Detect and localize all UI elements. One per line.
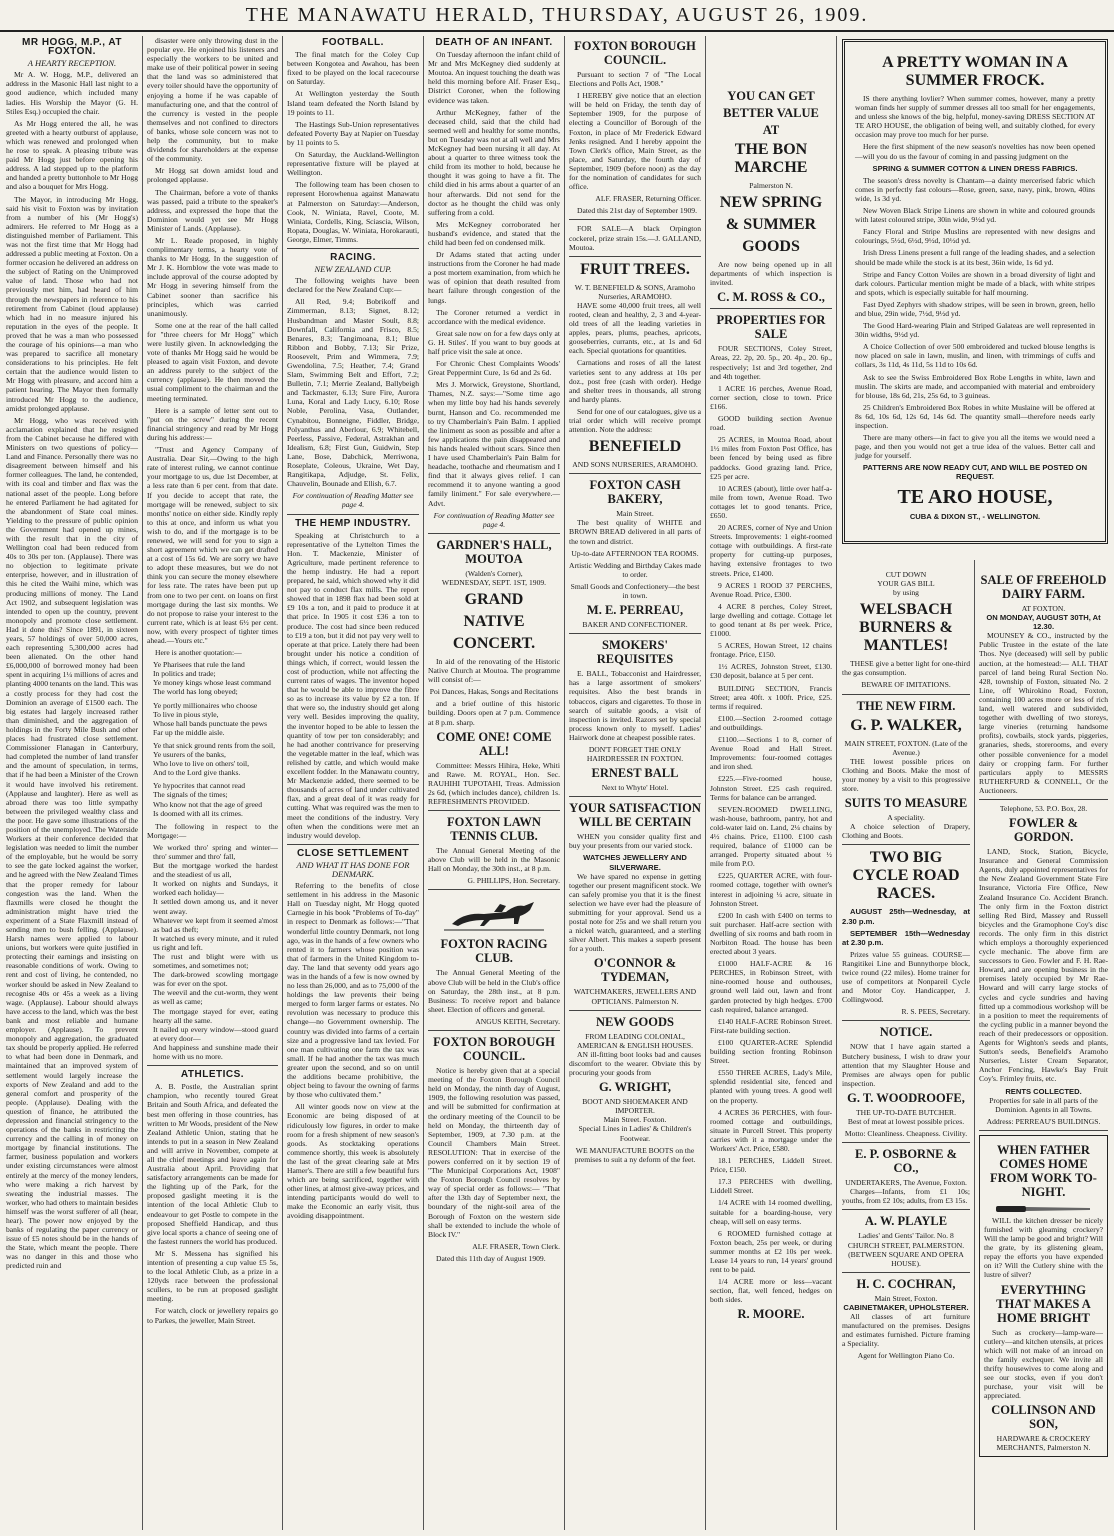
article-paragraph: Properties for sale in all parts of the Dominion. Agents in all Towns. <box>989 1095 1098 1114</box>
article-paragraph: On Saturday, the Auckland-Wellington representative fixture will be played at Wellington. <box>287 150 419 178</box>
column-1 <box>6 36 138 1530</box>
column-5 <box>569 36 701 1530</box>
article-paragraph: The Coroner returned a verdict in accordance with the medical evidence. <box>428 307 560 326</box>
properties-heading: PROPERTIES FOR SALE <box>716 313 826 342</box>
article-paragraph: Agent for Wellington Piano Co. <box>857 1351 955 1361</box>
column-7 <box>842 570 970 1530</box>
masthead: THE MANAWATU HERALD, THURSDAY, AUGUST 26, 1909. <box>0 0 1114 32</box>
racehorse-icon <box>444 894 544 934</box>
article-paragraph: All classes of art furniture manufactured on the premises. Designs and estimates furnished. Picture framing a Speciality. <box>842 1312 970 1349</box>
article-paragraph: MOUNSEY & CO., instructed by the Public Trustee in the estate of the late Thos. Nye (deceased) will sell by public auction, at the homestead:— ALL THAT parcel of land being Rural Section No. 428, township of Foxton, situated No. 2 Line, off Whirokino Road, Foxton, containing 100 acres more or less of rich land, well watered and subdivided, together with dwelling of two storeys, large vineries (returning handsome profits), cowbails, stock yards, piggeries, granaries, sheds, storerooms, and every other possible convenience for a model dairy or cropping farm. For further particulars apply to MESSRS RUTHERFURD & CONNELL, Or the Auctioneers. <box>979 631 1108 795</box>
property-item: FOUR SECTIONS, Coley Street, Areas, 22. 2p, 20. 5p., 20. 4p., 20. 6p., respectively; 1st and 3rd together, 2nd and 4th together. <box>710 344 832 381</box>
property-item: 20 ACRES, corner of Nye and Union Streets. Improvements: 1 eight-roomed cottage with outbuildings. A first-rate property for cutting-up purposes, having extensive frontages to two streets. Price, £1400. <box>710 523 832 578</box>
poem-line: It settled down among us, and it never went away. <box>153 897 278 916</box>
column-rule <box>974 560 975 1530</box>
poem-line: Ye hypocrites that cannot read <box>153 781 246 791</box>
article-paragraph: Here the first shipment of the new season's novelties has now been opened—will you do us the favour of coming in and passing judgment on the <box>855 142 1095 161</box>
poem-line: Ye usurers of the banks, <box>153 750 226 760</box>
poem-line: Is doomed with all its crimes. <box>153 808 243 818</box>
smokers-heading: SMOKERS' REQUISITES <box>596 638 674 667</box>
column-rule <box>423 36 424 1530</box>
article-paragraph: Such as crockery—lamp-ware—cutlery—and kitchen utensils, at prices which will not make of an inroad on the family exchequer. We invite all thrifty housewives to come along and see our stocks, even if you don't purchase, your visit will be appreciated. <box>984 1327 1103 1401</box>
poem-line: Whose hall bands punctuate the pews <box>153 718 268 728</box>
poem-line: The mortgage stayed for ever, eating hearty all the same. <box>153 1006 278 1025</box>
te-aro-frame <box>842 39 1108 544</box>
date-line: Dated this 21st day of September 1909. <box>577 206 698 216</box>
concert-word: CONCERT. <box>452 634 536 652</box>
article-paragraph: The Chairman, before a vote of thanks was passed, paid a tribute to the speaker's address, and expressed the hope that the Dominion would yet see Mr Hogg Minister of Lands. (Applause). <box>147 187 278 233</box>
ball-name: ERNEST BALL <box>591 766 679 781</box>
fabric-item: 25 Children's Embroidered Box Robes in white Muslaine will be offered at 8s 6d, 10s 6d, 12s 6d, 14s 6d. The quantity small—therefore needs early inspection. <box>855 402 1095 430</box>
property-item: 10 ACRES (about), little over half-a-mile from town, Avenue Road. Two cottages let to good tenants. Price, £650. <box>710 483 832 520</box>
osborne-name: E. P. OSBORNE & CO., <box>855 1147 957 1176</box>
motto: Motto: Cleanliness. Cheapness. Civility. <box>844 1129 968 1139</box>
classified-ad: FOR SALE—A black Orpington cockerel, prize strain 15s.—J. GALLAND, Moutoa. <box>569 224 701 252</box>
article-paragraph: I HEREBY give notice that an election will be held on Friday, the tenth day of September 1909, for the purpose of electing a Councillor of Borough of the Foxton, in place of Mr Frederick Edward Jenks resigned. And I hereby appoint the Town Clerk's office, Main Street, as the place, and Saturday, the fourth day of September, 1909 (before noon) as the day for the nomination of candidates for such office. <box>569 91 701 192</box>
fabric-item: Ask to see the Swiss Embroidered Box Robe Lengths in white, lawn and muslin. The skirts are made, and accompanied with material and embroidery for blouse, 18s 6d, 21s, 25s 6d, to 3 guineas. <box>855 372 1095 400</box>
watches-heading: WATCHES JEWELLERY AND SILVERWARE. <box>583 853 687 872</box>
father-heading: WHEN FATHER COMES HOME FROM WORK TO-NIGHT. <box>990 1142 1097 1199</box>
headline-hogg: MR HOGG, M.P., AT FOXTON. <box>22 37 122 58</box>
property-item: £1100.—Sections 1 to 8, corner of Avenue Road and Hall Street. Improvements: four-roomed cottages and iron shed. <box>710 735 832 772</box>
fabrics-heading: SPRING & SUMMER COTTON & LINEN DRESS FABRICS. <box>872 163 1078 173</box>
property-item: £100 QUARTER-ACRE Splendid building section fronting Robinson Street. <box>710 1037 832 1066</box>
article-paragraph: Send for one of our catalogues, give us a trial order which will receive prompt attention. Note the address: <box>569 406 701 435</box>
poem-mortgage <box>147 843 278 1061</box>
article-paragraph: Mr A. W. Hogg, M.P., delivered an address in the Masonic Hall last night to a good audience, which included many ladies. His Worship the Mayor (G. H. Stiles Esq.) occupied the chair. <box>6 70 138 116</box>
property-item: 1 ACRE 16 perches, Avenue Road, corner section, close to town. Price £166. <box>710 383 832 411</box>
poem-line: Who love to live on others' toil, <box>153 759 250 769</box>
property-item: SEVEN-ROOMED DWELLING, wash-house, bathroom, pantry, hot and cold-water laid on. Land, 2¼ chains by 4½ chains. Price, £1100. £100 cash required, balance of £1000 can be arranged. Property situated about ½ mile from P.O. <box>710 804 832 869</box>
poem-line: It worked on nights and Sundays, it worked each holiday— <box>153 879 278 898</box>
patterns-note: PATTERNS ARE NOW READY CUT, AND WILL BE POSTED ON REQUEST. <box>862 463 1088 482</box>
article-paragraph: The Annual General Meeting of the above Club will be held in the Masonic Hall on Monday, the 30th inst., at 8 p.m. <box>428 846 560 874</box>
article-paragraph: Dr Adams stated that acting under instructions from the Coroner he had made a post mortem examination, from which he was of opinion that death resulted from heart failure through congestion of the lungs. <box>428 250 560 305</box>
article-paragraph: Artistic Wedding and Birthday Cakes made to order. <box>569 560 701 579</box>
fabric-item: New Woven Black Stripe Linens are shown in white and coloured grounds with latest coloured stripe, 30in wide, 9½d yd. <box>855 206 1095 225</box>
article-paragraph: Small Goods and Confectionery—the best in town. <box>570 581 700 601</box>
cycle-heading: TWO BIG CYCLE ROAD RACES. <box>852 849 960 903</box>
spring-line-1: NEW SPRING <box>719 194 823 212</box>
woodroofe-sub: THE UP-TO-DATE BUTCHER. <box>855 1107 957 1117</box>
column-rule <box>564 36 565 1530</box>
property-item: 18.1 PERCHES, Liddell Street. Price, £150. <box>710 1156 832 1175</box>
fabric-item: A Choice Collection of over 500 embroidered and tucked blouse lengths is now placed on sale in lawn, muslin, and linen, with trimmings of cuffs and collars, 3s 11d, 4s 11d, 5s 11d to 10s 6d. <box>855 342 1095 370</box>
newgoods-sub: FROM LEADING COLONIAL, AMERICAN & ENGLISH HOUSES. <box>576 1031 694 1050</box>
article-paragraph: The best quality of WHITE and BROWN BREAD delivered in all parts of the town and district. <box>569 518 701 546</box>
article-paragraph: THE lowest possible prices on Clothing and Boots. Make the most of your money by a visit to this progressive store. <box>842 756 970 794</box>
article-paragraph: HAVE some 40,000 fruit trees, all well rooted, clean and healthy, 2, 3 and 4-year-old trees of all the leading varieties in apples, pears, plums, peaches, apricots, gooseberries, currants, etc., at 1s and 6d each. Special quotations for quantities. <box>569 300 701 356</box>
article-paragraph: Up-to-date AFTERNOON TEA ROOMS. <box>571 548 699 558</box>
dairy-date: ON MONDAY, AUGUST 30TH, At 12.30. <box>986 613 1101 632</box>
article-paragraph: Special Lines in Ladies' & Children's Footwear. <box>578 1124 692 1143</box>
article-paragraph: In aid of the renovating of the Historic Native Church at Moutoa. The programme will consist of:— <box>428 656 560 685</box>
welsbach-name: WELSBACH BURNERS & MANTLES! <box>859 601 953 655</box>
gas-your: YOUR GAS BILL <box>877 579 935 589</box>
signature: G. PHILLIPS, Hon. Secretary. <box>467 876 560 886</box>
article-paragraph: Committee: Messrs Hihira, Heke, Whiti and Rawe. M. ROYAL, Hon. Sec. RAUHIHI TUPOTAHI, Treas. Admission 2s 6d, (which includes dance), children 1s. REFRESHMENTS PROVIDED. <box>428 760 560 806</box>
article-paragraph: Mrs McKegney corroborated her husband's evidence, and stated that the child had been fed on condensed milk. <box>428 219 560 247</box>
fabric-item: Fast Dyed Zephyrs with shadow stripes, will be seen in brown, green, hello and blue, 29in wide, 7½d, 9½d yd. <box>855 299 1095 318</box>
article-paragraph: The Annual General Meeting of the above Club will be held in the Club's office on Saturday, the 28th inst., at 8 p.m. Business: To receive report and balance sheet. Election of officers and general. <box>428 968 560 1014</box>
property-item: 9 ACRES 1 ROOD 37 PERCHES, Avenue Road. Price, £300. <box>710 580 832 599</box>
signature: R. S. PEES, Secretary. <box>901 1007 970 1017</box>
signature: ALF. FRASER, Returning Officer. <box>595 194 701 204</box>
satisfaction-heading: YOUR SATISFACTION WILL BE CERTAIN <box>569 801 701 830</box>
article-paragraph: Carnations and roses of all the latest varieties sent to any address at 10s per doz., post free (cash with order). Hedge and shelter trees in thousands, all strong and hardy plants. <box>569 358 701 404</box>
poem-line: The weevil and the cut-worm, they went as well as came; <box>153 988 278 1007</box>
benefield-name: BENEFIELD <box>588 438 682 456</box>
poem-line: And happiness and sunshine made their home with us no more. <box>153 1042 278 1062</box>
hall-title: GARDNER'S HALL, MOUTOA <box>436 537 552 566</box>
article-paragraph: We have spared no expense in getting together our present magnificent stock. We can safely promise you that it is the finest selection we have ever had the pleasure of submitting for your approval. Send us a postal note for 25s and we shall return you a nickel watch, guaranteed, and a sterling silver Albert. This makes a superb present for a youth. <box>569 871 701 954</box>
column-rule <box>282 36 283 1530</box>
dairy-heading: SALE OF FREEHOLD DAIRY FARM. <box>980 573 1107 601</box>
article-paragraph: Are now being opened up in all departments of which inspection is invited. <box>710 260 832 288</box>
bonmarche-better: BETTER VALUE <box>723 106 819 120</box>
tearo-address: CUBA & DIXON ST., - WELLINGTON. <box>909 511 1041 521</box>
property-item: 25 ACRES, in Moutoa Road, about 1½ miles from Foxton Post Office, has been fenced by being used as fibre paddocks. Good grazing land. Price, £25 per acre. <box>710 435 832 481</box>
newfirm-heading: THE NEW FIRM. <box>856 698 956 713</box>
hall-date: WEDNESDAY, SEPT. 1ST, 1909. <box>441 577 547 587</box>
column-8 <box>979 570 1108 1530</box>
notice-heading: NOTICE. <box>879 1025 933 1040</box>
property-item: £550 THREE ACRES, Lady's Mile, splendid residential site, fenced and planted with young trees. A good well on the property. <box>710 1068 832 1105</box>
article-paragraph: LAND, Stock, Station, Bicycle, Insurance and General Commission Agents, duly appointed representatives for the New Zealand Government State Fire Insurance, Victoria Fire Office, New Zealand Insurance Co. Accident Branch. The only firm in the Foxton district selling Red Bird, Massey and Russell bicycles and the Gramophone Coy's disc records. The only firm in this district which employs a thoroughly experienced cycle mechanic. The above firm are successors to Geo. Fowler and F. H. Rae-Howard, and are opening business in the premises lately occupied by Mr Rae-Howard and will carry large stocks of cycles and cycle sundries and having fitted up a commodious workshop will be in a position to meet the requirements of the cycling public in a manner beyond the reach of their predecessors or opposition. Agents for Wighton's seeds and plants, Sutton's seeds, Benefield's Aramoho Nurseries, Lister Cream Separator, Anchor Fencing, Hawke's Bay Fruit Coy's. Frimley fruits, etc. <box>979 847 1108 1084</box>
bonmarche-name: THE BON MARCHE <box>734 141 808 176</box>
walker-address: MAIN STREET, FOXTON. (Late of the Avenue.) <box>844 738 968 757</box>
collinson-advert <box>979 1135 1108 1458</box>
column-rule <box>705 36 706 1530</box>
bonmarche-at: AT <box>762 123 780 137</box>
article-paragraph: DON'T FORGET THE ONLY HAIRDRESSER IN FOXTON. <box>586 744 684 764</box>
knife-illustration <box>984 1202 1103 1216</box>
continuation-note: For continuation of Reading Matter see page 4. <box>433 510 555 529</box>
oconnor-sub: WATCHMAKERS, JEWELLERS AND OPTICIANS. Palmerston N. <box>573 987 697 1006</box>
article-paragraph: The following team has been chosen to represent Horowhenua against Manawatu at Palmerston on Saturday:—Anderson, Cook, N. Winiata, Ravel, Coote, M. Winiata, Cordells, King, Sciascia, Wilson, Ropata, Douglas, W. Winiata, Horokarauti, George, Elmer, Timms. <box>287 180 419 244</box>
everything-heading: EVERYTHING THAT MAKES A HOME BRIGHT <box>996 1282 1091 1325</box>
collinson-name: COLLINSON AND SON, <box>991 1403 1096 1432</box>
tennis-heading: FOXTON LAWN TENNIS CLUB. <box>447 815 541 844</box>
heading-hemp: THE HEMP INDUSTRY. <box>295 517 411 529</box>
article-paragraph: Speaking at Christchurch to a representative of the Lyttelton Times the Hon. T. Mackenzie, Minister of Agriculture, made pertinent reference to the hemp industry. He had a report prepared, he said, which showed why it did not pay to conduct flax mills. The report showed that in 1898 flax had been sold at £9 10s a ton, and it paid to produce it at that price. In 1905 it cost £36 a ton to produce. The cost had since been reduced to £19 a ton, but it did not pay very well to operate at that price. Lately there had been brought under his notice a condition of things which, if correct, would lessen the cost of production, while not affecting the current rates of wages. The inventor hoped that he would be able to improve the fibre so as to increase its value by £2 a ton. If that were so, the industry should get along very well. Besides improving the quality, the inventor hoped to be able to lessen the quantity of tow per ton considerably; and he had another contrivance for preserving the vegetable matter in the leaf, which was relished by cattle, and which would make excellent fodder. In the Manawatu country, Mr Mackenzie added, there seemed to be thousands of acres of land under cultivated flax, and a great deal of it was ready for cutting. What was required was the men to meet the conditions of the industry. Very often when the conditions were met an industry would develop. <box>287 530 419 840</box>
article-paragraph: For watch, clock or jewellery repairs go to Parkes, the jeweller, Main Street. <box>147 1306 278 1325</box>
heading-death-infant: DEATH OF AN INFANT. <box>435 37 553 48</box>
poem-line: The dark-browed scowling mortgage was for ever on the spot. <box>153 970 278 989</box>
article-paragraph: E. BALL, Tobacconist and Hairdresser, has a large assortment of smokers' requisites. Also the best brands in tobaccos, cigars and cigarettes. To those in search of suitable goods, a visit of inspection is invited. Razors set by special process known only to myself. Ladies' Hairwork done at cheapest possible rates. <box>569 669 701 742</box>
fabric-item: Fancy Floral and Stripe Muslins are represented with new designs and colourings, 5½d, 6½d, 9½d, 10½d yd. <box>855 227 1095 246</box>
moore-name: R. MOORE. <box>737 1307 805 1322</box>
property-item: £100.—Section 2-roomed cottage and outbuildings. <box>710 713 832 732</box>
article-paragraph: THESE give a better light for one-third the gas consumption. <box>842 659 970 678</box>
race-date: AUGUST 25th—Wednesday, at 2.30 p.m. <box>842 907 970 926</box>
article-paragraph: As Mr Hogg entered the all, he was greeted with a hearty outburst of applause, which was renewed and prolonged when he rose to speak. A pleasing tribute was paid Mr Hogg just before opening his address. A lad stepped up to the platform and handed a pretty buttonhole to Mr Hogg and also a bouquet for Mrs Hogg. <box>6 118 138 192</box>
subhead-reception: A HEARTY RECEPTION. <box>27 58 117 69</box>
fabric-item: The season's dress novelty is Chantam—a dainty mercerised fabric which comes in perfectly fast colours—Rose, green, saxe, navy, pink, brown, 40ins wide, 1s 3d yd. <box>855 175 1095 203</box>
article-paragraph: All winter goods now on view at the Economic are being disposed of at ridiculously low figures, in order to make room for a fresh shipment of new season's goods. As stocktaking operations commence shortly, this week is absolutely the last of the great clearing sale at Mrs Hamer's. There are still a few beautiful furs which are being sacrificed, together with other lines, at almost give-away prices, and intending participants would do well to make the Economic an early visit, thus avoiding disappointment. <box>287 1102 419 1221</box>
article-paragraph: IS there anything lovlier? When summer comes, however, many a pretty woman finds her supply of summer dresses all too small for her engagements, and unless she knows of the big, helpful, money-saving DRESS SECTION AT TE ARO HOUSE, the obligation of being well, and suitably clothed, for every occasion may prove too much for her purse. <box>855 94 1095 140</box>
osborne-sub: UNDERTAKERS, The Avenue, Foxton. <box>845 1178 967 1188</box>
perreau-name: M. E. PERREAU, <box>586 603 684 618</box>
bakery-street: Main Street. <box>616 509 654 519</box>
playle-name: A. W. PLAYLE <box>864 1214 948 1229</box>
poem-line: Who know not that the age of greed <box>153 799 263 809</box>
knife-icon <box>994 1202 1094 1216</box>
perreau-sub: BAKER AND CONFECTIONER. <box>582 620 688 630</box>
article-paragraph: Mr Hogg sat down amidst loud and prolonged applause. <box>147 166 278 185</box>
come-all: COME ONE! COME ALL! <box>436 729 552 758</box>
beware-note: BEWARE OF IMITATIONS. <box>861 680 951 690</box>
article-paragraph: The Hastings Sub-Union representatives defeated Poverty Bay at Napier on Tuesday by 11 points to 5. <box>287 119 419 147</box>
spring-line-2: & SUMMER <box>725 216 817 234</box>
poem-line: The signals of the times; <box>153 790 228 800</box>
bakery-heading: FOXTON CASH BAKERY, <box>589 478 681 507</box>
article-paragraph: Referring to the benefits of close settlement in his address in the Masonic Hall on Tuesday night, Mr Hogg quoted Carnegie in his book "Problems of To-day" in respect to Denmark as follows:—"That wonderful little country Denmark, not long ago, was in the hands of a few owners who rented it to farmers whose position was that of farmers in the United Kingdom to-day. The land that seventy odd years ago was in the hands of a few is now owned by no less than 26,000, and as to 75,000 of the holdings the law prevents their being merged to form larger farms or estates. No revolution was necessary to produce this change—no Government ownership. The country was divided into farms of a certain size and a progressive land tax levied. For one man cultivating one farm the tax was small. If he had another the tax was much greater upon the second, and so on until the additions became prohibitive, the object being to favour the owning of farms by those who cultivated them." <box>287 881 419 1100</box>
property-item: GOOD building section Avenue road. <box>710 414 832 433</box>
article-paragraph: Best of meat at lowest possible prices. <box>847 1117 965 1126</box>
ball-sub: Next to Whyte' Hotel. <box>601 783 669 793</box>
article-paragraph: At Wellington yesterday the South Island team defeated the North Island by 19 points to 11. <box>287 89 419 117</box>
newgoods-heading: NEW GOODS <box>596 1014 674 1029</box>
bonmarche-town: Palmerston N. <box>749 181 793 190</box>
concert-grand: GRAND <box>464 590 524 608</box>
article-paragraph: "Trust and Agency Company of Australia. Dear Sir,—Owing to the high rate of interest ruling, we cannot continue your mortgage to us, due 1st December, at a less rate than 6 per cent. from that date. If you decide to accept that rate, the mortgage will be renewed, subject to six months' notice on either side. Kindly reply to this at once, and inform us what you wish to do, and if the mortgage is to be renewed, we will send for you to sign a short agreement which we can get drafted at a cost of 15s 6d. We are sorry we have to adopt these measures, but we do not think you can secure the money elsewhere for less rate. The rates have been put up from one to two per cent. on loans on first mortgage during the last six months. We do not propose to raise your interest to the current rate, which is at least 6½ per cent. now, with every prospect of tighter times ahead.—Yours etc." <box>147 445 278 645</box>
article-paragraph: and a brief outline of this historic building. Doors open at 7 p.m. Commence at 8 p.m. sharp. <box>428 699 560 727</box>
property-item: 1/4 ACRE more or less—vacant section, flat, well fenced, hedges on both sides. <box>710 1277 832 1305</box>
property-item: £225.—Five-roomed house, Johnston Street. £25 cash required. Terms for balance can be arranged. <box>710 774 832 802</box>
heading-racing: RACING. <box>330 251 376 263</box>
article-paragraph: Arthur McKegney, father of the deceased child, said that the child had seemed well and healthy for some months, but on Tuesday was not at all well and Mrs McKegney had been nursing it all day. At about a quarter to three witness took the child from its mother to hold, because he thought it was going to have a fit. The child died in his arms about a quarter of an hour afterwards. Did not send for the doctor as he thought the child was only suffering from a cold. <box>428 107 560 217</box>
article-paragraph: Mrs J. Morwick, Greystone, Shortland, Thames, N.Z. says:—"Some time ago when my little boy had his hands severely burnt, Hanson and Co. recommended me to try Chamberlain's Pain Balm. I applied the liniment as soon as possible and after a few applications the pain disappeared and his hands healed without scars. Since then I have used Chamberlain's Pain Balm for headache, toothache and rheumatism and I find that it always gives relief. I can recommend it to anyone wanting a good family liniment." For sale everywhere.—Advt. <box>428 380 560 508</box>
cochran-street: Main Street, Foxton. <box>874 1293 938 1303</box>
continuation-note: For continuation of Reading Matter see page 4. <box>292 491 414 510</box>
article-paragraph: Some one at the rear of the hall called for "three cheers for Mr Hogg" which were lustily given. In acknowledging the vote of thanks Mr Hogg said he would be pleased to again visit Foxton, and devote an address purely to the subject of the currency (applause). He then moved the usual compliment to the chairman and the meeting terminated. <box>147 320 278 403</box>
poem-line: Ye that snick ground rents from the soil, <box>153 740 275 750</box>
concert-native: NATIVE <box>463 612 525 630</box>
poem-line: Ye money kings whose least command <box>153 678 271 688</box>
article-paragraph: The following weights have been declared for the New Zealand Cup:— <box>287 276 419 295</box>
gas-cut: CUT DOWN <box>885 570 927 579</box>
address-line: Address: PERREAU'S BUILDINGS. <box>986 1116 1101 1126</box>
fabric-item: Irish Dress Linens present a full range of the leading shades, and a selection should be made while the stock is at its best, 36in wide, 1s 6d yd. <box>855 248 1095 267</box>
poem <box>147 660 278 818</box>
rents-heading: RENTS COLLECTED. <box>1005 1086 1082 1096</box>
poem-line: Ye portly millionaires who choose <box>153 700 258 710</box>
fabric-item: The Good Hard-wearing Plain and Striped Galateas are well represented in 30in widths, 9½d yd. <box>855 321 1095 340</box>
property-item: BUILDING SECTION, Francis Street; area 40ft. x 100ft. Price, £25. terms if required. <box>710 683 832 711</box>
property-item: 17.3 PERCHES with dwelling, Liddell Street. <box>710 1177 832 1196</box>
article-paragraph: On Tuesday afternoon the infant child of Mr and Mrs McKegney died suddenly at Moutoa. An inquest touching the death was held this morning before Alf. Fraser Esq., District Coroner, when the following evidence was taken. <box>428 50 560 105</box>
suits-sub: A speciality. <box>887 813 925 823</box>
property-item: £1000 HALF-ACRE & 16 PERCHES, in Robinson Street, with nine-roomed house and outhouses, ground well laid out, lawn and front garden protected by high hedges. £700 cash required, balance arranged. <box>710 959 832 1014</box>
poem-line: Ye Pharisees that rule the land <box>153 660 245 670</box>
tearo-name: TE ARO HOUSE, <box>897 485 1053 508</box>
walker-name: G. P. WALKER, <box>850 716 962 734</box>
date-line: Dated this 11th day of August 1909. <box>436 1253 546 1263</box>
race-date: SEPTEMBER 15th—Wednesday at 2.30 p.m. <box>842 928 970 947</box>
article-paragraph: The following in respect to the Mortgage:— <box>147 821 278 840</box>
poem-line: And to the Lord give thanks. <box>153 768 241 778</box>
property-item: 1½ ACRES, Johnston Street, £130. £30 deposit, balance at 5 per cent. <box>710 662 832 681</box>
subhead-denmark: AND WHAT IT HAS DONE FOR DENMARK. <box>296 859 410 879</box>
article-paragraph: WILL the kitchen dresser be nicely furnished with gleaming crockery? Will the lamp be good and bright? Will the grate, by its glistening gleam, repay the efforts you have expended on it? Will the Cutlery shine with the lustre of silver? <box>984 1215 1103 1280</box>
concert-items: Poi Dances, Hakas, Songs and Recitations <box>429 687 559 697</box>
column-4 <box>428 36 560 1530</box>
article-paragraph: For Chronic Chest Complaints Woods' Great Peppermint Cure, 1s 6d and 2s 6d. <box>428 359 560 378</box>
article-paragraph: Mr S. Messena has signified his intention of presenting a cup value £5 5s, to the local Athletic Club, as a prize in a 120yds race between the professional scullers, to be run at proposed gaslight meeting. <box>147 1248 278 1304</box>
property-item: £225, QUARTER ACRE, with four-roomed cottage, together with owner's interest in adjoining ¼ acre, situate in Johnston Street. <box>710 871 832 908</box>
suits-heading: SUITS TO MEASURE <box>844 796 968 811</box>
heading-close-settlement: CLOSE SETTLEMENT <box>297 847 409 859</box>
signature: ANGUS KEITH, Secretary. <box>475 1016 560 1026</box>
borough-heading: FOXTON BOROUGH COUNCIL. <box>574 39 696 67</box>
poem-line: The world has long obeyed; <box>153 687 238 697</box>
column-rule <box>142 36 143 1530</box>
gas-by: by using <box>893 588 919 598</box>
telephone-line: Telephone, 53. P.O. Box, 28. <box>999 803 1088 813</box>
ross-name: C. M. ROSS & CO., <box>717 290 825 305</box>
signature: ALF. FRASER, Town Clerk. <box>472 1241 560 1251</box>
article-paragraph: Great sale now on for a few days only at G. H. Stiles'. If you want to buy goods at half price visit the sale at once. <box>428 328 560 356</box>
poem-line: Whatever we kept from it seemed a'most as bad as theft; <box>153 915 278 934</box>
column-rule <box>836 36 837 1530</box>
article-paragraph: AN ill-fitting boot looks bad and causes discomfort to the wearer. Obviate this by procuring your goods from <box>569 1049 701 1078</box>
cochran-sub: CABINETMAKER, UPHOLSTERER. <box>843 1302 969 1312</box>
poem-line: The rust and blight were with us sometimes, and sometimes not; <box>153 952 278 971</box>
collinson-sub: HARDWARE & CROCKERY MERCHANTS, Palmerston N. <box>996 1434 1091 1453</box>
property-item: 1/4 ACRE with 14 roomed dwelling, suitable for a boarding-house, very cheap, will sell on easy terms. <box>710 1198 832 1226</box>
property-item: 4 ACRES 36 PERCHES, with four-roomed cottage and outbuildings, situate in Purcell Street. This property carries with it a mortgage under the Workers' Act. Price, £580. <box>710 1107 832 1153</box>
wright-sub: BOOT AND SHOEMAKER AND IMPORTER. <box>582 1097 688 1116</box>
poem-line: In politics and trade; <box>153 669 216 679</box>
frock-title: A PRETTY WOMAN IN A SUMMER FROCK. <box>882 54 1068 89</box>
article-paragraph: WHEN you consider quality first and buy your presents from our varied stock. <box>569 832 701 851</box>
article-paragraph: Charges—Infants, from £1 10s; youths, from £2 10s; adults, from £3 15s. <box>842 1187 970 1206</box>
article-paragraph: Pursuant to section 7 of "The Local Elections and Polls Act, 1908." <box>569 70 701 89</box>
property-item: 4 ACRE 8 perches, Coley Street, large dwelling and cottage. Cottage let to good tenant at 8s per week. Price, £1000. <box>710 601 832 639</box>
dairy-at: AT FOXTON. <box>1021 604 1066 613</box>
column-6 <box>710 36 832 1530</box>
article-paragraph: Here is a sample of letter sent out to "put on the screw" during the recent financial stringency and read by Mr Hogg during his address:— <box>147 405 278 442</box>
article-paragraph: disaster were only throwing dust in the popular eye. He enjoined his listeners and especially the workers to be united and make use of their political power in seeing that the land was so administered that every toiler should have the opportunity of enjoying a home if he was capable of manufacturing one, and that the control of the currency is vested in the people themselves and not confined to directors of banks, whose sole concern was not to help the community, but to make dividends for shareholders at the expense of the community. <box>147 36 278 164</box>
poem-line: To live in pious style, <box>153 709 219 719</box>
article-paragraph: The final match for the Coley Cup between Kongotea and Awahou, has been fixed to be played on the local racecourse on Saturday. <box>287 50 419 87</box>
fowler-name: FOWLER & GORDON. <box>1008 816 1079 845</box>
hall-sub: (Walden's Corner), <box>465 568 523 578</box>
article-paragraph: The Mayor, in introducing Mr Hogg, said his visit to Foxton was by invitation from a number of his (Mr Hogg's) admirers. He referred to Mr Hogg as a distinguished member of Parliament. This was not the first time that Mr Hogg had addressed a public meeting at Foxton. On a former occasion he delivered an address on the subject of Rating on the Unimproved value of land. Those who had not previously met him, had heard of him through the newspapers in reference to his retirement from Cabinet (loud applause) which had in no measure injured his reputation in the eyes of the people. It proved that he was a man who possessed the courage of his opinions—a man who was prepared to sacrifice all monetary considerations to his principles. He felt certain that the audience would listen to Mr Hogg with pleasure, and accord him a patient hearing. The Mayor then formally introduced Mr Hogg to the audience, amidst prolonged applause. <box>6 194 138 413</box>
article-paragraph: Mr L. Reade proposed, in highly complimentary terms, a hearty vote of thanks to Mr Hogg. In the suggestion of Mr J. K. Hornblow the vote was made to include approval of the course adopted by Mr Hogg in severing himself from the Cabinet sooner than sacrifice his principles, which was carried unanimously. <box>147 235 278 318</box>
poem-line: It watched us every minute, and it ruled us right and left. <box>153 933 278 952</box>
article-paragraph: Here is another quotation:— <box>155 648 242 658</box>
wright-street: Main Street. Foxton. <box>603 1115 667 1125</box>
poem-line: It nailed up every window—stood guard at every door— <box>153 1024 278 1043</box>
racehorse-illustration <box>428 894 560 934</box>
spring-line-3: GOODS <box>742 238 800 256</box>
column-3 <box>287 36 419 1530</box>
article-paragraph: Prizes value 55 guineas. COURSE—Rangitikei Line and Bunnythorpe block, twice round (22 miles). Home trainer for use of competitors at Nonpareil Cycle and Motor Coy. Handicapper, J. Collingwood. <box>842 949 970 1005</box>
racing-club-heading: FOXTON RACING CLUB. <box>440 937 548 966</box>
property-item: £140 HALF-ACRE Robinson Street. First-rate building section. <box>710 1016 832 1035</box>
te-aro-advert <box>842 36 1108 566</box>
property-item: 5 ACRES, Howan Street, 12 chains frontage. Price, £150. <box>710 641 832 660</box>
subhead-nz-cup: NEW ZEALAND CUP. <box>314 264 392 275</box>
fruit-heading: FRUIT TREES. <box>580 260 690 278</box>
property-item: £200 In cash with £400 on terms to suit purchaser. Half-acre section with dwelling of six rooms and bath room in Norbiton Road. The house has been erected about 3 years. <box>710 910 832 957</box>
heading-football: FOOTBALL. <box>322 37 384 48</box>
poem-line: Far up the middle aisle. <box>153 727 225 737</box>
article-paragraph: WE MANUFACTURE BOOTS on the premises to suit a ny deform of the feet. <box>574 1145 696 1164</box>
council-heading: FOXTON BOROUGH COUNCIL. <box>433 1035 555 1064</box>
article-paragraph: A choice selection of Drapery, Clothing and Boots. <box>842 822 970 841</box>
benefield-sub: AND SONS NURSERIES, ARAMOHO. <box>572 460 698 470</box>
article-paragraph: A. B. Postle, the Australian sprint champion, who recently toured Great Britain and South Africa, and defeated the best men offering in those countries, has written to Mr Woods, president of the New Zealand Athletic Union, stating that he intends to put in a season in New Zealand and will arrive in November, compete at all the chief meetings and leave again for Australia about April. Providing that satisfactory arrangements can be made for the lighting up of the Park, for the proposed gaslight meeting it is the intention of the local Athletic Club to endeavour to get Postle to compete in the proposed Sheffield Handicap, and thus give local sports a chance of seeing one of the fastest runners the world has produced. <box>147 1082 278 1246</box>
cochran-name: H. C. COCHRAN, <box>856 1276 956 1291</box>
playle-sub: Ladies' and Gents' Tailor. No. 8 CHURCH STREET, PALMERSTON. (BETWEEN SQUARE AND OPERA HOUSE). <box>847 1231 965 1268</box>
heading-athletics: ATHLETICS. <box>180 1069 245 1081</box>
woodroofe-name: G. T. WOODROOFE, <box>847 1090 965 1105</box>
property-item: 6 ROOMED furnished cottage at Foxton beach, 25s per week, or during summer months at £2 10s per week. Lease 14 years to run, 14 years' ground rent to be paid. <box>710 1228 832 1275</box>
column-2 <box>147 36 278 1530</box>
article-paragraph: Mr Hogg, who was received with acclamation explained that he resigned from the Cabinet because he differed with Ministers on two questions of policy—Land and Finance. Personally there was no disagreement between himself and his former colleagues. The land, he contended, with its coal and timber and flax was the national asset of the people. Long before he entered Parliament he had agitated for the abandonment of State coal mines. Yielding to the pressure of public opinion the Government had opened up mines, with the result that in the city of Wellington coal had been reduced from 40s to 30s per ton. (Applause). There was no objection to legitimate private enterprise, however, and in illustration of this he cited the Waihi mine, which was producing millions of money. The Land Act 1902, and subsequent legislation was intended to open up the country, prevent monopoly and promote close settlement. Had it done this? Since 1891, in sixteen years, 57 holdings of over 50,000 acres, each representing 5,300,000 acres had been alienated. On the other hand £6,000,000 of borrowed money had been spent in acquiring 1¼ millions of acres and planting 4000 tenants on the land. This was a costly process for they had cost the Dominion an average of £1500 each. The big estates had largely increased rather than diminished, and the aggregation of holdings in the Forty Mile Bush and other places had frustrated close settlement. Commissioner Flanagan in Canterbury, had completed the number of land transfer and the amount of speculation, in terms, that if he had been a Minister of the Crown it would have involved his retirement. (Applause and laughter). Here as well as abroad there was too little sympathy between the privileged wealthy class and the poor. He gave some illustrations of the position of the unemployed. The Waterside Workers at their conference decided that legislation was needed to limit the number of the employable, but he would be sorry to see the gate locked against the worker, and he agreed with the New Zealand Times that the proper remedy for labour congestion was the land. When the flaxmills were closed he thought the administration might have tried the experiment of a State Flaxmill instead of sending men to bush felling. (Applause). Harsh names were applied to labour unions, but workers were quite justified in protecting their earnings and insisting on reasonable conditions of work. Owing to rent and cost of living, he contended, no worker should be asked in New Zealand to recognise 40s or 45s a week as a living wage. (Applause). Labour should always have access to the land, which was the best bank and most reliable and humane employer. (Applause). To prevent monopoly and aggregation, the graduated tax should be properly applied. He referred to what had been done in Denmark, and maintained that an improved system of settlement would largely increase the exports of New Zealand and add to the general comfort and prosperity of the people. (Applause). Dealing with the question of finance, he attributed the depression and financial stringency to the operations of the banks in restricting the currency and the calling in of money on mortgage by financial institutions. The farmer, business population and workers under existing circumstances were almost entirely at the mercy of the money lenders, who were making a rich harvest by sweating the industrial masses. The worker, who had others to maintain besides himself was the worst sufferer of all (hear, hear). The power now enjoyed by the banks of regulating the paper currency or issue of £5 notes should be in the hands of the State, which meant the people. There was no danger in this and those who predicted ruin and <box>6 415 138 1271</box>
article-paragraph: All Red, 9.4; Bobrikoff and Zimmerman, 8.13; Signet, 8.12; Husbandman and Master Soult, 8.8; Downfall, California and Frisco, 8.5; Benares, 8.3; Tangimoana, 8.1; Blue Ribbon and Bobby, 7.13; Sir Prize, Roosevelt, Prim and Wimmera, 7.9; Gwendolina, 7.5; Heather, 7.4; Grand Slam, Swimming Belt and Effort, 7.2; Bulletin, 7.1; Merrie Zealand, Ballybeigh and Tackmaster, 6.13; Sure Fire, Aurora Luna, Koral and Lady Lucy, 6.10; Rose Noble, Perolina, Vasa, Outlander, Cynabitou, Bonneigne, Fiddler, Bridge, Polyanthus and Aberlour, 6.9; Whitebell, Peerless, Passive, Federal, Astrakhan and Idealism, 6.8; First Gun, Guidwin, Step Lane, Bose, Dabchick, Merriwona, Roseplate, Coleous, Ukraine, Wet Day, Rangitikapa, Adjudge, St. Felix, Chauvelin, Bounade and Ellish, 6.7. <box>287 297 419 489</box>
oconnor-name: O'CONNOR & TYDEMAN, <box>593 956 677 985</box>
poem-line: But the mortgage worked the hardest and the steadiest of us all, <box>153 861 278 880</box>
fabric-item: There are many others—in fact to give you all the items we would need a page, and then you would not get a true idea of the values. Better call and judge for yourself. <box>855 433 1095 461</box>
article-paragraph: Notice is hereby given that at a special meeting of the Foxton Borough Council held on Monday, the ninth day of August, 1909, the following resolution was passed, and will be submitted for confirmation at the ordinary meeting of the Council to be held on Monday, the thirteenth day of September, 1909, at 7.30 p.m. at the Council Chambers Main Street. RESOLUTION: That in exercise of the powers conferred on it by section 19 of "The Municipal Corporations Act, 1908" the Foxton Borough Council resolves by way of special order as follows:— "That after the 13th day of September next, the boundary of the night-soil area of the Borough of Foxton on the western side shall be extended to include the whole of Block IV." <box>428 1066 560 1239</box>
fabric-item: Stripe and Fancy Cotton Voiles are shown in a broad diversity of light and dark colours. Particular mention might be made of a black, with white stripes and spots, which is especially suitable for half mourning. <box>855 269 1095 297</box>
poem-line: We worked thro' spring and winter—thro' summer and thro' fall, <box>153 842 278 861</box>
wright-name: G. WRIGHT, <box>598 1080 672 1095</box>
bonmarche-can-get: YOU CAN GET <box>727 89 815 103</box>
article-paragraph: NOW that I have again started a Butchery business, I wish to draw your attention that my Slaughter House and Premises are always open for public inspection. <box>842 1042 970 1088</box>
fruit-firm: W. T. BENEFIELD & SONS, Aramoho Nurseries, ARAMOHO. <box>574 282 696 301</box>
